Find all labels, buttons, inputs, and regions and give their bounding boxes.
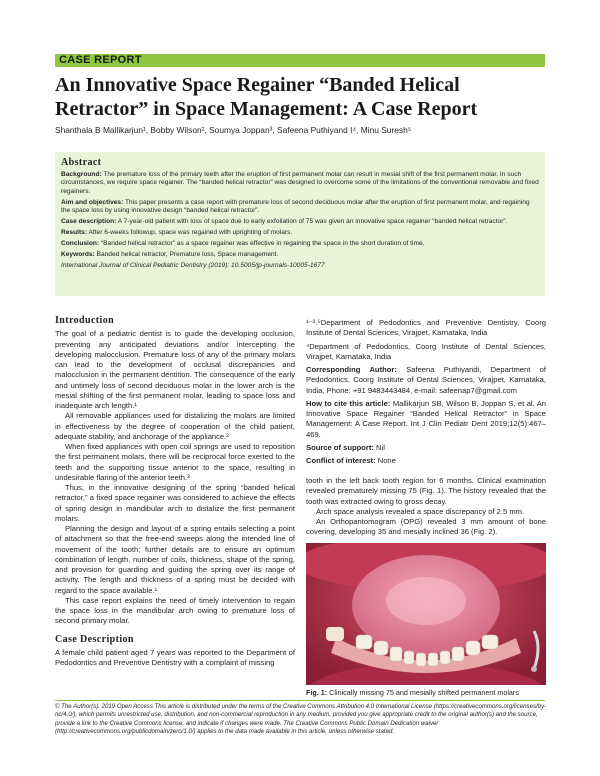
abstract-background: Background: The premature loss of the primary teeth after the eruption of first permanent molar can result in mesial shift of the first permanent molar. In such circumstances, we require space regainer. The “banded helical retractor” was designed to overcome some of the limitations of the conventional removable and fixed regainers. [61, 171, 539, 195]
introduction-heading: Introduction [55, 315, 115, 326]
paper-title: An Innovative Space Regainer “Banded Helical Retractor” in Space Management: A Case Report [55, 74, 478, 120]
journal-citation[interactable]: International Journal of Clinical Pediatric Dentistry (2019): 10.5005/jp-journals-10005-1677 [61, 261, 325, 269]
case-paragraph-4: An Orthopantomogram (OPG) revealed 3 mm amount of bone covering, developing 35 and mesially inclined 36 (Fig. 2). [306, 517, 546, 537]
abstract-box [55, 152, 545, 296]
affiliation-2: ⁴Department of Pedodontics, Coorg Institute of Dental Sciences, Virajpet, Karnataka, India [306, 341, 546, 361]
figure-1-caption: Fig. 1: Clinically missing 75 and mesially shifted permanent molars [306, 688, 519, 697]
case-paragraph-3: Arch space analysis revealed a space discrepancy of 2.5 mm. [316, 506, 525, 516]
footer-divider [55, 700, 545, 701]
intro-paragraph-2: All removable appliances used for distalizing the molars are limited in effectiveness by the degree of cooperation of the child patient, adequate stability, and anchorage of the appliance.² [55, 411, 295, 441]
abstract-conclusion: Conclusion: “Banded helical retractor” as a space regainer was effective in regaining the space in the short duration of time. [61, 239, 425, 247]
case-paragraph-2: tooth in the left back tooth region for 6 months. Clinical examination revealed prematurely missing 75 (Fig. 1). The history revealed that the tooth was extracted owing to gross decay. [306, 476, 546, 506]
case-description-heading: Case Description [55, 633, 134, 645]
author-list: Shanthala B Mallikarjun¹, Bobby Wilson², Soumya Joppan³, Safeena Puthiyand I⁴, Minu Suresh⁵ [55, 125, 412, 135]
intro-paragraph-3: When fixed appliances with open coil springs are used to reposition the first permanent molars, there will be reciprocal force exerted to the teeth and the supporting tissue anterior to the space, resulting in undesirable flaring of the anterior teeth.³ [55, 442, 295, 482]
abstract-aim: Aim and objectives: This paper presents a case report with premature loss of second deciduous molar after the eruption of first permanent molar, and regaining the space loss by using innovative design “banded helical retractor”. [61, 198, 530, 215]
abstract-heading: Abstract [61, 157, 102, 168]
license-footer: © The Author(s). 2019 Open Access This article is distributed under the terms of the Creative Commons Attribution 4.0 International License (https://creativecommons.org/licenses/by-nc/4.0/), which permits unrestricted use, distribution, and non-commercial reproduction in any medium, provided you give appropriate credit to the original author(s) and the source, provide a link to the Creative Commons license, and indicate if changes were made. The Creative Commons Public Domain Dedication waiver (http://creativecommons.org/publicdomain/zero/1.0/) applies to the data made available in this article, unless otherwise stated. [55, 703, 547, 736]
conflict-of-interest: Conflict of interest: None [306, 456, 396, 465]
article-type-label: CASE REPORT [59, 54, 142, 66]
case-paragraph-1: A female child patient aged 7 years was reported to the Department of Pedodontics and Preventive Dentistry with a complaint of missing [55, 647, 295, 667]
abstract-case: Case description: A 7-year-old patient with loss of space due to early exfoliation of 75 was given an innovative space regainer “banded helical retractor”. [61, 218, 508, 226]
abstract-results: Results: After 6-weeks followup, space was regained with uprighting of molars. [61, 228, 293, 236]
intro-paragraph-6: This case report explains the need of timely intervention to regain the space loss in the mandibular arch owing to premature loss of second primary molar. [55, 595, 295, 626]
left-column [55, 316, 295, 668]
affiliation-1: ¹⁻³˒⁵Department of Pedodontics and Preventive Dentistry, Coorg Institute of Dental Sciences, Virajpet, Karnataka, India [306, 318, 546, 338]
intro-paragraph-4: Thus, in the innovative designing of the spring “banded helical retractor,” a fixed space regainer was considered to achieve the effects of spring design in mandibular arch to distalize the first permanent molars. [55, 483, 295, 523]
source-of-support: Source of support: Nil [306, 442, 385, 452]
corresponding-author: Corresponding Author: Safeena Puthiyandi, Department of Pedodontics, Coorg Institute of Dental Sciences, Virajpet, Karnataka, India, Phone: +91 9483443484, e-mail: safeenap7@gmail.com [306, 365, 546, 395]
article-type-banner [55, 54, 545, 67]
affiliations-block [306, 318, 546, 469]
dental-photo-illustration [306, 543, 546, 685]
intro-paragraph-5: Planning the design and layout of a spring entails selecting a point of attachment so that the free-end sweeps along the intended line of movement of the tooth; further details are to ensure an optimum combination of length, number of coils, thickness, shape of the spring, and provision for guarding and guiding the spring over its range of activity. The length and thickness of a spring must be decided with regard to the space available.¹ [55, 524, 295, 595]
intro-paragraph-1: The goal of a pediatric dentist is to guide the developing occlusion, preventing any anticipated deviations and/or intercepting the developing malocclusion. Premature loss of any of the primary molars can lead to the development of occlusal discrepancies and malocclusion in the permanent dentition. The consequence of the early and untimely loss of second deciduous molar in the lower arch is the mesial shifting of the first permanent molar, leading to space loss and inadequate arch length.¹ [55, 329, 295, 410]
figure-1-clinical-photo [306, 543, 546, 685]
abstract-keywords: Keywords: Banded helical retractor, Premature loss, Space management. [61, 250, 279, 258]
case-continued [306, 476, 546, 538]
how-to-cite: How to cite this article: Mallikarjun SB, Wilson B, Joppan S, et al. An Innovative Space Regainer “Banded Helical Retractor” in Space Management: A Case Report. Int J Clin Pediatr Dent 2019;12(5):467–469. [306, 398, 547, 439]
